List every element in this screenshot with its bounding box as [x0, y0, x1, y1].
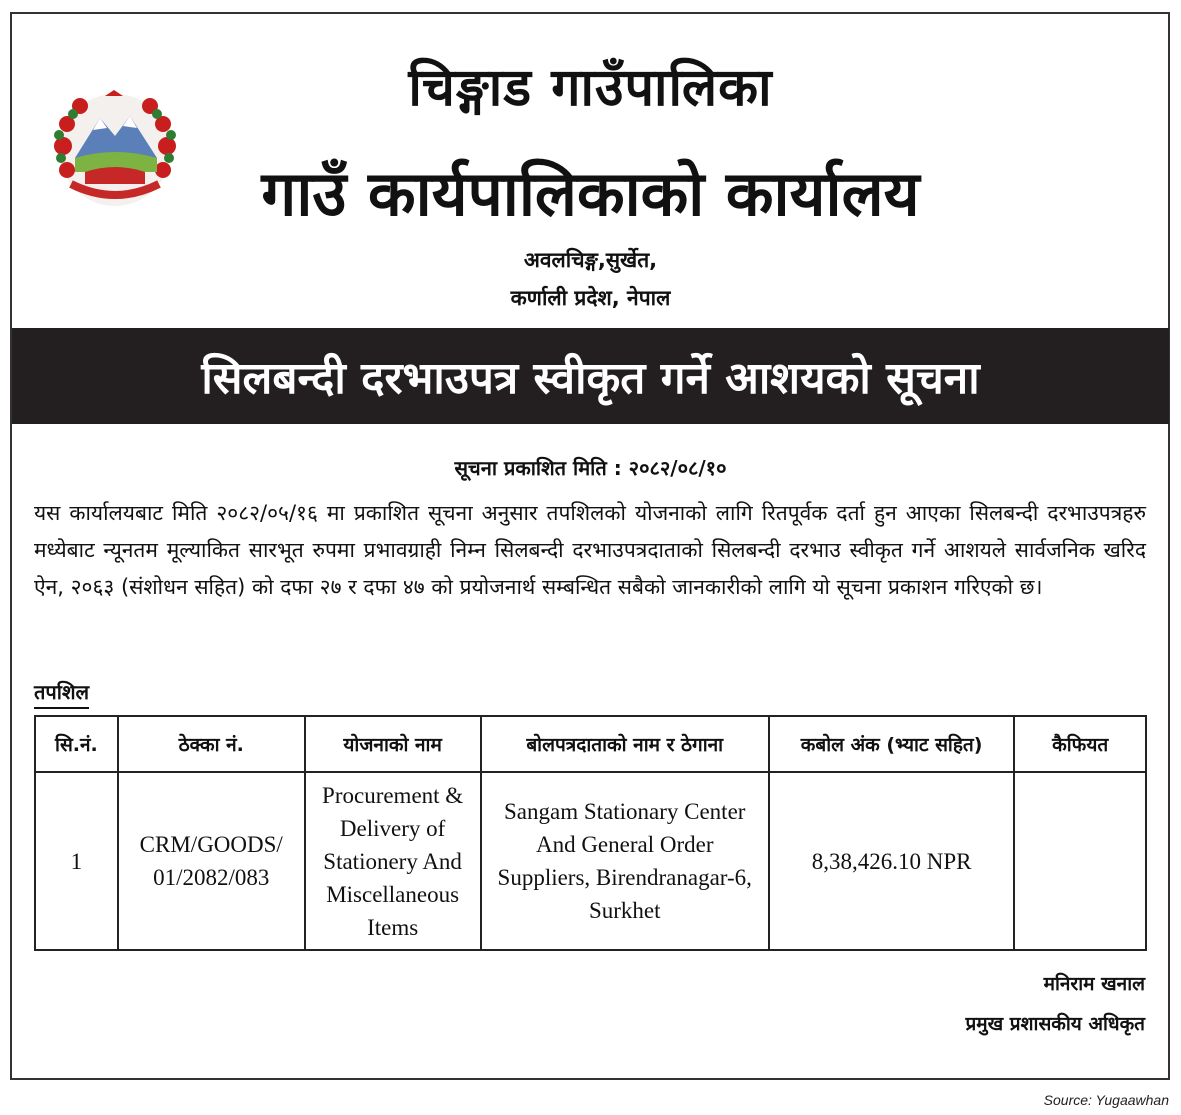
notice-body: यस कार्यालयबाट मिति २०८२/०५/१६ मा प्रकाशित सूचना अनुसार तपशिलको योजनाको लागि रितपूर्वक दर्ता हुन आएका सिलबन्दी दरभाउपत्रहरु मध्येबाट न्यूनतम मूल्याकित सारभूत रुपमा प्रभावग्राही निम्न सिलबन्दी दरभाउपत्रदाताको सिलबन्दी दरभाउ स्वीकृत गर्ने आशयले सार्वजनिक खरिद ऐन, २०६३ (संशोधन सहित) को दफा २७ र दफा ४७ को प्रयोजनार्थ सम्बन्धित सबैको जानकारीको लागि यो सूचना प्रकाशन गरिएको छ।	[34, 501, 1146, 599]
signatory-designation: प्रमुख प्रशासकीय अधिकृत	[965, 1013, 1145, 1035]
office-name: गाउँ कार्यपालिकाको कार्यालय	[261, 157, 920, 230]
header-remarks: कैफियत	[1014, 716, 1146, 772]
cell-project-name: Procurement & Delivery of Stationery And Miscellaneous Items	[305, 772, 481, 950]
cell-bid-amount: 8,38,426.10 NPR	[769, 772, 1014, 950]
cell-contract-no: CRM/GOODS/ 01/2082/083	[118, 772, 305, 950]
header-project-name: योजनाको नाम	[305, 716, 481, 772]
cell-serial: 1	[35, 772, 118, 950]
header-serial: सि.नं.	[35, 716, 118, 772]
table-header-row	[35, 716, 1146, 772]
details-table	[34, 715, 1147, 951]
cell-bidder: Sangam Stationary Center And General Order Suppliers, Birendranagar-6, Surkhet	[481, 772, 769, 950]
published-date: सूचना प्रकाशित मिति : २०८२/०८/१०	[454, 456, 727, 480]
notice-title: सिलबन्दी दरभाउपत्र स्वीकृत गर्ने आशयको सूचना	[201, 353, 980, 404]
cell-remarks	[1014, 772, 1146, 950]
address-line-2: कर्णाली प्रदेश, नेपाल	[510, 286, 671, 310]
table-caption: तपशिल	[34, 678, 89, 709]
header-bid-amount: कबोल अंक (भ्याट सहित)	[769, 716, 1014, 772]
table-row	[35, 772, 1146, 950]
source-credit: Source: Yugaawhan	[1043, 1092, 1169, 1108]
header-contract-no: ठेक्का नं.	[118, 716, 305, 772]
notice-title-banner	[12, 328, 1169, 424]
header-bidder: बोलपत्रदाताको नाम र ठेगाना	[481, 716, 769, 772]
municipality-name: चिङ्गाड गाउँपालिका	[408, 58, 773, 118]
signatory-name: मनिराम खनाल	[1043, 973, 1145, 995]
address-line-1: अवलचिङ्ग,सुर्खेत,	[523, 248, 658, 272]
